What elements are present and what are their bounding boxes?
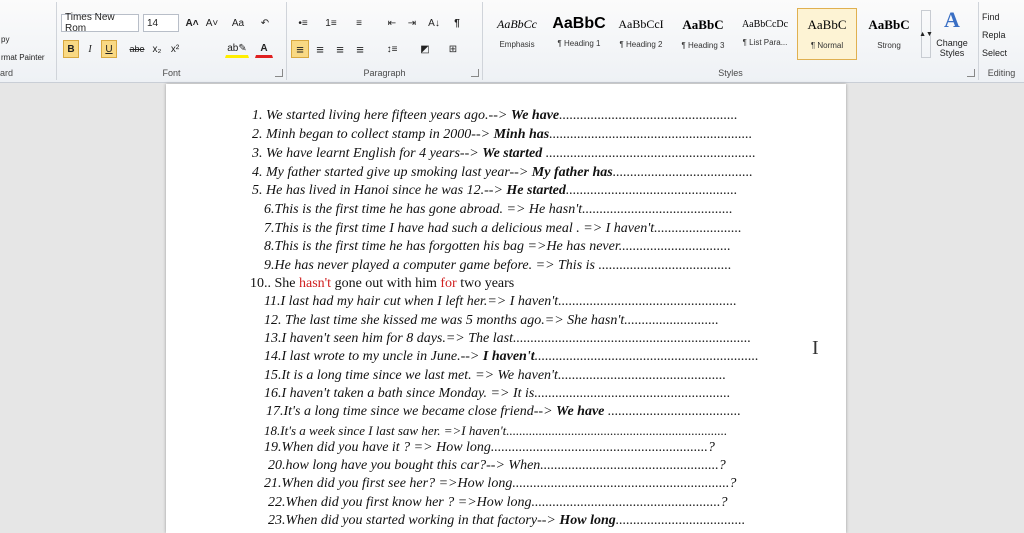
- borders-icon[interactable]: ⊞: [448, 43, 458, 55]
- show-formatting-marks-button[interactable]: ¶: [454, 17, 460, 29]
- font-group: [57, 2, 287, 80]
- shrink-font-button[interactable]: A˅: [205, 17, 219, 29]
- exercise-line: 3. We have learnt English for 4 years--> We started ............................................................: [252, 146, 756, 161]
- style-sample: AaBbC: [682, 17, 724, 32]
- style-sample: AaBbC: [868, 17, 910, 32]
- paragraph-dialog-launcher-icon[interactable]: [471, 69, 479, 77]
- exercise-line: 10.. She hasn't gone out with him for two years: [250, 276, 515, 291]
- exercise-line: 21.When did you first see her? =>How long..............................................................?: [264, 476, 737, 491]
- styles-dialog-launcher-icon[interactable]: [967, 69, 975, 77]
- font-family-combo[interactable]: Times New Rom: [61, 14, 139, 32]
- line-spacing-button[interactable]: ↕≡: [386, 43, 398, 55]
- strikethrough-button[interactable]: abe: [129, 44, 145, 54]
- find-button[interactable]: Find: [982, 12, 1000, 22]
- exercise-line: 18.It's a week since I last saw her. =>I haven't....................................................................: [264, 423, 728, 438]
- exercise-line: 15.It is a long time since we last met. => We haven't................................................: [264, 368, 726, 383]
- center-button[interactable]: ≡: [316, 41, 324, 57]
- change-styles-button[interactable]: Change Styles: [936, 38, 968, 58]
- exercise-line: 11.I last had my hair cut when I left her.=> I haven't...................................................: [264, 294, 737, 309]
- style-heading-3[interactable]: [673, 8, 733, 60]
- style-sample: AaBbCcDc: [741, 19, 789, 30]
- clipboard-group: [0, 2, 57, 80]
- increase-indent-button[interactable]: ⇥: [407, 17, 417, 29]
- style-name: ¶ Normal: [810, 41, 844, 50]
- style-sample: AaBbC: [807, 17, 847, 32]
- styles-group: [483, 2, 979, 80]
- text-cursor-icon: I: [812, 337, 819, 359]
- style-name: ¶ Heading 2: [619, 40, 663, 49]
- superscript-button[interactable]: x²: [170, 43, 180, 55]
- style-sample: AaBbCcI: [618, 17, 664, 31]
- style-name: Strong: [877, 41, 901, 50]
- style-name: Emphasis: [499, 40, 535, 49]
- font-group-label: Font: [162, 68, 181, 78]
- format-painter-button[interactable]: rmat Painter: [1, 52, 45, 62]
- multilevel-list-button[interactable]: ≡: [356, 17, 362, 29]
- style-list-paragraph[interactable]: [735, 8, 795, 60]
- exercise-line: 12. The last time she kissed me was 5 months ago.=> She hasn't...........................: [264, 313, 719, 328]
- copy-button[interactable]: py: [1, 34, 10, 44]
- exercise-line: 22.When did you first know her ? =>How long......................................................?: [268, 495, 728, 510]
- italic-button[interactable]: I: [88, 43, 92, 55]
- styles-scroll-icon[interactable]: ▲▼: [921, 10, 931, 58]
- font-size-combo[interactable]: 14: [143, 14, 179, 32]
- style-strong[interactable]: [859, 8, 919, 60]
- style-normal[interactable]: [797, 8, 857, 60]
- replace-button[interactable]: Repla: [982, 30, 1006, 40]
- exercise-line: 7.This is the first time I have had such a delicious meal . => I haven't.........................: [264, 221, 742, 236]
- style-name: ¶ List Para...: [742, 38, 788, 47]
- exercise-line: 23.When did you started working in that factory--> How long.....................................: [268, 513, 746, 528]
- style-emphasis[interactable]: [487, 8, 547, 60]
- document-page[interactable]: [166, 84, 846, 533]
- exercise-line: 1. We started living here fifteen years ago.--> We have...................................................: [252, 108, 738, 123]
- exercise-line: 13.I haven't seen him for 8 days.=> The last....................................................................: [264, 331, 751, 346]
- editing-group-label: Editing: [987, 68, 1016, 78]
- change-styles-icon[interactable]: A: [944, 7, 960, 32]
- paragraph-group-label: Paragraph: [363, 68, 406, 78]
- editing-group: [979, 2, 1024, 80]
- exercise-line: 17.It's a long time since we became close friend--> We have ......................................: [266, 404, 741, 419]
- style-sample: AaBbCc: [497, 17, 537, 31]
- align-right-button[interactable]: ≡: [336, 41, 344, 57]
- change-case-button[interactable]: Aa: [231, 17, 245, 29]
- style-name: ¶ Heading 1: [557, 39, 601, 48]
- exercise-line: 6.This is the first time he has gone abroad. => He hasn't...........................................: [264, 202, 733, 217]
- style-sample: AaBbC: [552, 15, 606, 32]
- ribbon: [0, 0, 1024, 83]
- subscript-button[interactable]: x₂: [152, 43, 162, 55]
- style-name: ¶ Heading 3: [681, 41, 725, 50]
- exercise-line: 2. Minh began to collect stamp in 2000--> Minh has..........................................................: [252, 127, 753, 142]
- decrease-indent-button[interactable]: ⇤: [387, 17, 397, 29]
- exercise-line: 19.When did you have it ? => How long..............................................................?: [264, 440, 715, 455]
- exercise-line: 8.This is the first time he has forgotten his bag =>He has never................................: [264, 239, 731, 254]
- numbering-button[interactable]: 1≡: [325, 17, 337, 29]
- shading-icon[interactable]: ◩: [420, 43, 430, 55]
- bullets-button[interactable]: •≡: [298, 17, 308, 29]
- font-dialog-launcher-icon[interactable]: [275, 69, 283, 77]
- justify-button[interactable]: ≡: [356, 41, 364, 57]
- underline-button[interactable]: U: [101, 40, 117, 58]
- exercise-line: 5. He has lived in Hanoi since he was 12.--> He started.................................................: [252, 183, 738, 198]
- exercise-line: 20.how long have you bought this car?--> When...................................................?: [268, 458, 726, 473]
- exercise-line: 4. My father started give up smoking last year--> My father has........................................: [252, 165, 753, 180]
- clear-formatting-icon[interactable]: ↶: [260, 17, 270, 29]
- font-color-icon[interactable]: A: [255, 40, 273, 58]
- style-heading-2[interactable]: [611, 8, 671, 60]
- align-left-button[interactable]: ≡: [291, 40, 309, 58]
- exercise-line: 16.I haven't taken a bath since Monday. => It is........................................................: [264, 386, 731, 401]
- bold-button[interactable]: B: [63, 40, 79, 58]
- styles-group-label: Styles: [718, 68, 743, 78]
- clipboard-group-label: ard: [0, 68, 14, 78]
- exercise-line: 9.He has never played a computer game before. => This is ......................................: [264, 258, 732, 273]
- exercise-line: 14.I last wrote to my uncle in June.--> I haven't................................................................: [264, 349, 759, 364]
- grow-font-button[interactable]: A˄: [185, 17, 199, 29]
- paragraph-group: [287, 2, 483, 80]
- select-button[interactable]: Select: [982, 48, 1008, 58]
- highlight-color-icon[interactable]: ab✎: [225, 40, 249, 58]
- sort-button[interactable]: A↓: [428, 17, 440, 29]
- style-heading-1[interactable]: [549, 8, 609, 60]
